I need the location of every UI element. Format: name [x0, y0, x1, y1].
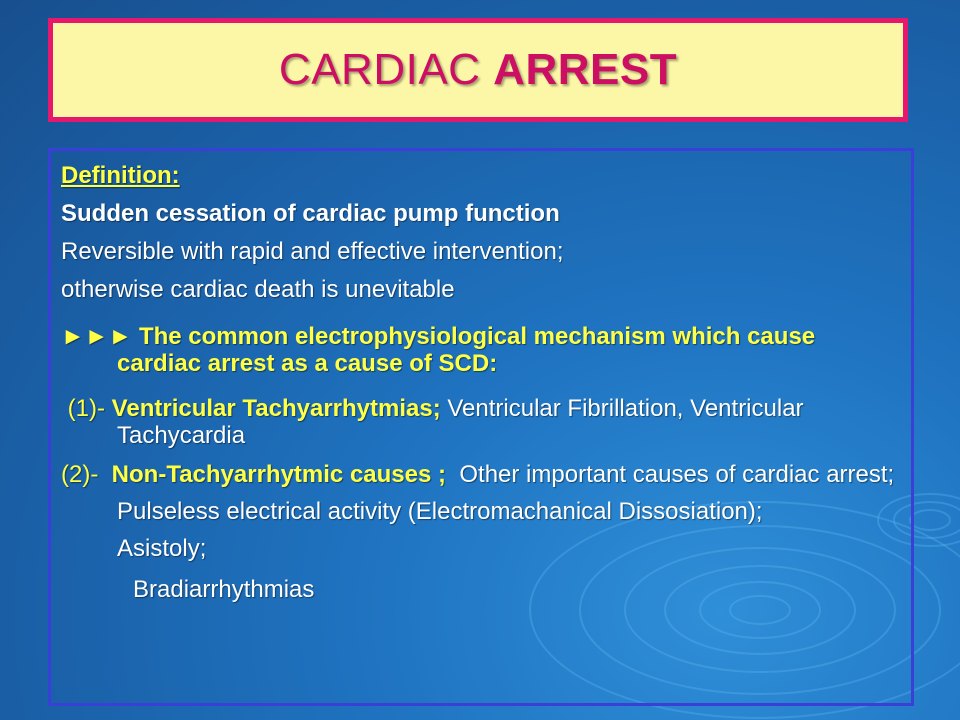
- title-box: [48, 18, 908, 122]
- title-normal-part: CARDIAC: [278, 45, 494, 94]
- slide-title: [279, 45, 677, 95]
- sub-item-asistoly: Asistoly;: [117, 535, 207, 562]
- triple-arrow-icon: ►►►: [61, 323, 133, 350]
- title-bold-part: ARREST: [493, 45, 678, 94]
- item-2-detail: Other important causes of cardiac arrest;: [459, 461, 895, 488]
- definition-line-2: Reversible with rapid and effective intervention;: [61, 238, 564, 265]
- definition-line-1: Sudden cessation of cardiac pump function: [61, 200, 560, 227]
- item-2: [61, 461, 901, 488]
- definition-line-3: otherwise cardiac death is unevitable: [61, 276, 455, 303]
- item-1: [61, 395, 901, 449]
- sub-item-bradiarrhythmias: Bradiarrhythmias: [133, 576, 315, 603]
- item-1-heading: Ventricular Tachyarrhytmias;: [111, 395, 441, 422]
- sub-item-pea: Pulseless electrical activity (Electromachanical Dissosiation);: [117, 498, 763, 525]
- definition-label: Definition:: [61, 162, 180, 189]
- mechanism-text: The common electrophysiological mechanism which cause cardiac arrest as a cause of SCD:: [117, 323, 816, 377]
- item-2-number: (2)-: [61, 461, 99, 488]
- mechanism-paragraph: [61, 323, 901, 377]
- item-1-number: (1)-: [67, 395, 105, 422]
- item-1-detail: Ventricular Fibrillation, Ventricular Tachycardia: [117, 395, 804, 449]
- item-2-heading: Non-Tachyarrhytmic causes ;: [111, 461, 447, 488]
- content-box: [48, 148, 914, 706]
- definition-label-line: [61, 157, 901, 195]
